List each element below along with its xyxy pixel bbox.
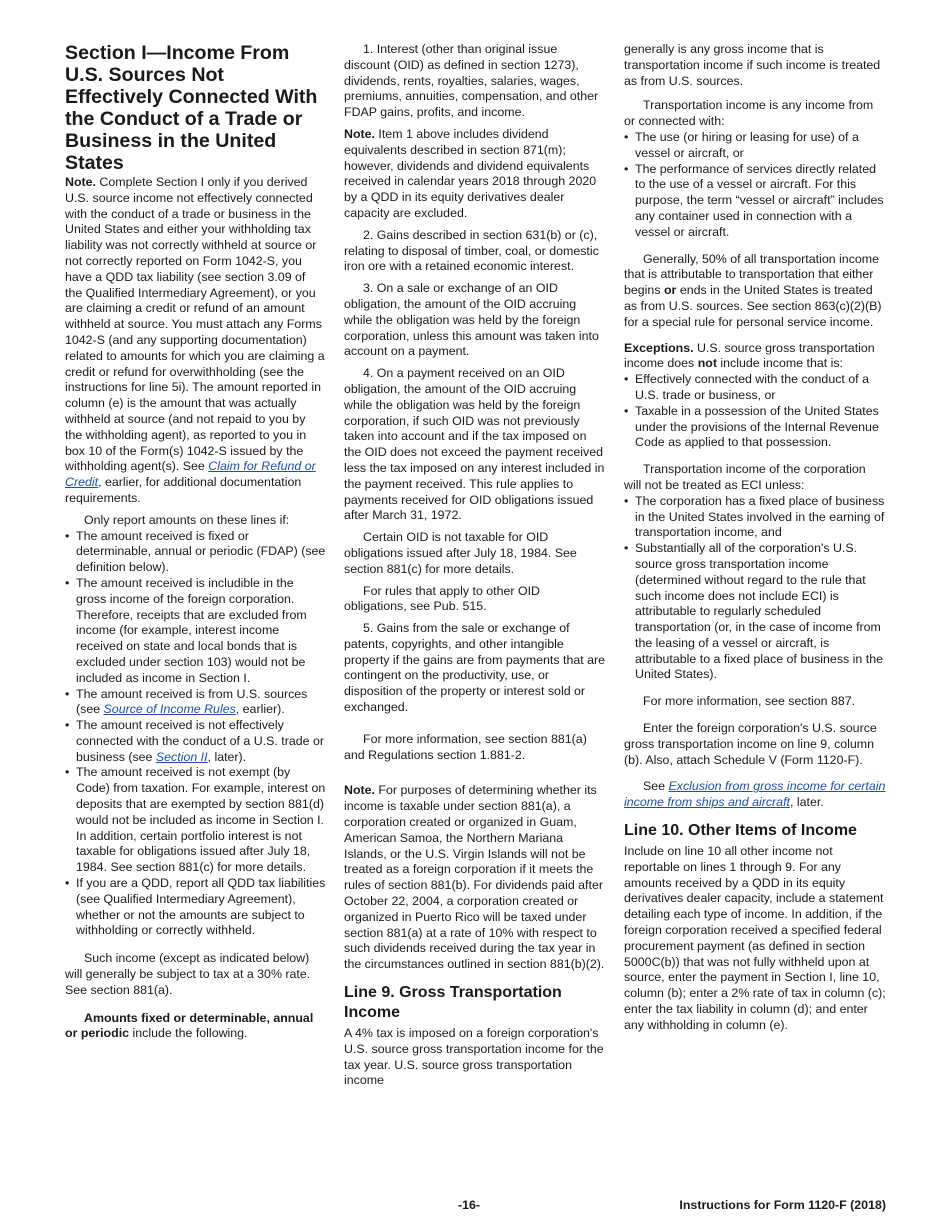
note-881b: Note. For purposes of determining whether its income is taxable under section 881(a), a corporation created or organized in Guam, American Samoa, the Northern Mariana Islands, or the U.S. Virgin Islands will not be treated as a foreign corporation if it meets the rules of section 881(b). For dividends paid after October 22, 2004, a corporation created or organized in Puerto Rico will be taxed under section 881(a) at a rate of 10% with respect to such dividends received during the tax year in the circumstances outlined in section 881(b)(2).	[344, 783, 605, 972]
section-ii-link[interactable]: Section II	[155, 749, 208, 764]
bullet-item: • If you are a QDD, report all QDD tax liabilities (see Qualified Intermediary Agreement), whether or not the amounts are subject to withholding or correctly withheld.	[65, 876, 326, 938]
bullet-item: • The amount received is includible in the gross income of the foreign corporation. Therefore, receipts that are excluded from income (for example, interest income received on state and local bonds that is excluded under section 103) would not be included as income in Section I.	[65, 575, 307, 685]
rules-oid-text: For rules that apply to other OID obligations, see Pub. 515.	[344, 583, 540, 614]
note-item-1: Note. Item 1 above includes dividend equivalents described in section 871(m); however, dividends and dividend equivalents received in calendar years 2018 through 2020 by a QDD in its equity derivatives dealer capacity are excluded.	[344, 126, 597, 220]
more-info-887: For more information, see section 887.	[643, 694, 856, 709]
bullet-item: • The performance of services directly related to the use of a vessel or aircraft. For this purpose, the term “vessel or aircraft” includes any container used in connection with a vessel or aircraft.	[624, 161, 884, 239]
line9-heading: Line 9. Gross Transportation Income	[344, 984, 562, 1022]
bullet-item: • The amount received is not exempt (by Code) from taxation. For example, interest on deposits that are exempted by section 881(d) would not be included as income in Section I. In addition, certain portfolio interest is not taxable for obligations issued after July 18, 1984. See section 881(c) for more details.	[65, 765, 326, 875]
item-1: 1. Interest (other than original issue discount (OID) as defined in section 1273), dividends, rents, royalties, salaries, wages, premiums, annuities, compensation, and other FDAP gains, profits, and income.	[344, 42, 599, 120]
enter-text: Enter the foreign corporation's U.S. source gross transportation income on line 9, column (b). Also, attach Schedule V (Form 1120-F).	[624, 721, 877, 767]
column-right	[624, 42, 886, 1040]
item-2: 2. Gains described in section 631(b) or (c), relating to disposal of timber, coal, or domestic iron ore with a retained economic interest.	[344, 227, 599, 274]
more-info-text: For more information, see section 881(a) and Regulations section 1.881-2.	[344, 731, 587, 762]
bullet-item: • The corporation has a fixed place of business in the United States involved in the earning of transportation income, and	[624, 493, 885, 540]
column-middle	[344, 42, 606, 1095]
claim-refund-link[interactable]: Claim for Refund or Credit	[65, 459, 316, 490]
column-left	[65, 42, 326, 1048]
item-3: 3. On a sale or exchange of an OID obligation, the amount of the OID accruing while the obligation was held by the foreign corporation, unless this amount was taken into account on a payment.	[344, 281, 599, 359]
bullet-item: • Effectively connected with the conduct of a U.S. trade or business, or	[624, 372, 869, 402]
line10-heading: Line 10. Other Items of Income	[624, 822, 857, 840]
generally-text: Generally, 50% of all transportation income that is attributable to transportation that either begins or ends in the United States is treated as from U.S. sources. See section 863(c)(2)(B) for a special rule for personal service income.	[624, 251, 882, 329]
line10-text: Include on line 10 all other income not reportable on lines 1 through 9. For any amounts received by a QDD in its equity derivatives dealer capacity, include a statement detailing each type of income. In addition, if the foreign corporation received a specified federal procurement payment (as defined in section 5000C(b)) that was not fully withheld upon at source, enter the payment in Section I, line 10, column (b); enter a 2% rate of tax in column (c); enter the tax liability in column (d); and enter any withholding in column (e).	[624, 844, 886, 1032]
page-number: -16-	[458, 1198, 481, 1212]
only-report-text: Only report amounts on these lines if:	[84, 512, 290, 527]
see-exclusion-text: See Exclusion from gross income for certain income from ships and aircraft, later.	[624, 779, 886, 810]
exceptions-text: Exceptions. U.S. source gross transportation income does not include income that is:	[624, 340, 875, 371]
exclusion-ships-aircraft-link[interactable]: Exclusion from gross income for certain income from ships and aircraft	[624, 779, 886, 810]
continued-text: generally is any gross income that is transportation income if such income is treated as from U.S. sources.	[624, 42, 881, 88]
amounts-fdap-text: Amounts fixed or determinable, annual or periodic include the following.	[65, 1010, 314, 1041]
line9-text: A 4% tax is imposed on a foreign corporation's U.S. source gross transportation income for the tax year. U.S. source gross transportation income	[344, 1026, 604, 1088]
transportation-income-text: Transportation income is any income from or connected with:	[624, 98, 874, 129]
bullet-item: • The amount received is from U.S. sources (see Source of Income Rules, earlier).	[65, 686, 308, 717]
footer-title: Instructions for Form 1120-F (2018)	[679, 1198, 886, 1212]
item-5: 5. Gains from the sale or exchange of patents, copyrights, and other intangible property if the gains are from payments that are contingent on the productivity, use, or disposition of the property or interest sold or exchanged.	[344, 621, 606, 715]
note-label: Note.	[65, 175, 96, 189]
certain-oid-text: Certain OID is not taxable for OID obligations issued after July 18, 1984. See section 881(c) for more details.	[344, 530, 577, 576]
eci-text: Transportation income of the corporation will not be treated as ECI unless:	[624, 462, 866, 492]
note-paragraph: Note. Complete Section I only if you derived U.S. source income not effectively connected with the conduct of a trade or business in the United States and either your withholding tax liability was not correctly withheld at source or not correctly reported on Form 1042-S, you have a QDD tax liability (see section 3.09 of the Qualified Intermediary Agreement), or you are claiming a credit or refund of an amount withheld at source. You must attach any Forms 1042-S (and any supporting documentation) related to amounts for which you are claiming a credit or refund for overwithholding (see the instructions for line 5i). The amount reported in column (e) is the amount that was actually withheld at source (and not repaid to you by the withholding agent), as reported to you in box 10 of the Form(s) 1042-S issued by the withholding agent(s). See Claim for Refund or Credit, earlier, for additional documentation requirements.	[65, 175, 325, 505]
bullet-item: • The amount received is not effectively connected with the conduct of a U.S. trade or business (see Section II, later).	[65, 718, 324, 764]
such-income-text: Such income (except as indicated below) will generally be subject to tax at a 30% rate. See section 881(a).	[65, 951, 311, 997]
bullet-item: • Substantially all of the corporation's U.S. source gross transportation income (determined without regard to the rule that such income does not include ECI) is attributable to regularly scheduled transportation (or, in the case of income from the leasing of a vessel or aircraft, is attributable to a fixed place of business in the United States).	[624, 541, 883, 682]
bullet-item: • The amount received is fixed or determinable, annual or periodic (FDAP) (see definition below).	[65, 528, 326, 575]
section-heading: Section I—Income From U.S. Sources Not Effectively Connected With the Conduct of a Trade or Business in the United States	[65, 42, 318, 174]
bullet-item: • Taxable in a possession of the United States under the provisions of the Internal Revenue Code as applied to that possession.	[624, 403, 879, 450]
bullet-item: • The use (or hiring or leasing for use) of a vessel or aircraft, or	[624, 129, 859, 160]
source-income-rules-link[interactable]: Source of Income Rules	[103, 702, 236, 717]
item-4: 4. On a payment received on an OID obligation, the amount of the OID accruing while the obligation was held by the foreign corporation, if such OID was not previously taken into account and if the tax imposed on the OID does not exceed the payment received less the tax imposed on any interest included in the payment received. This rule applies to payments received for OID obligations issued after March 31, 1972.	[344, 366, 605, 523]
